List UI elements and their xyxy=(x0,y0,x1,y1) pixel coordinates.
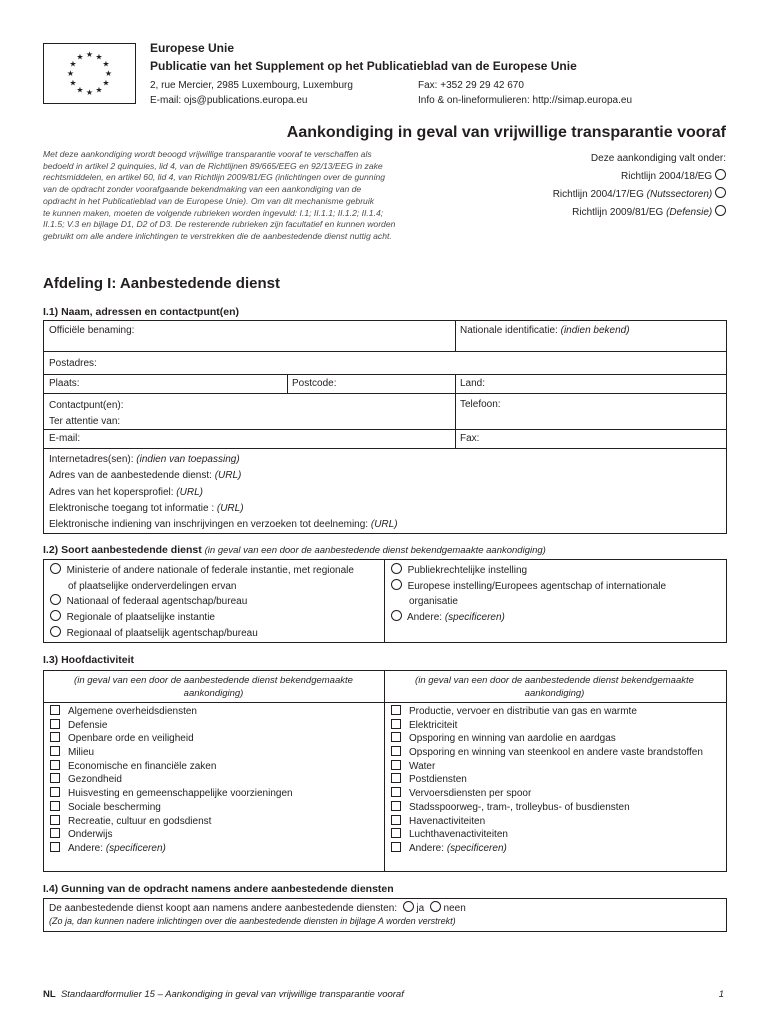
header-info: Info & on-lineformulieren: http://simap.europa.eu xyxy=(418,95,633,106)
radio-button[interactable] xyxy=(50,563,61,574)
internet-label xyxy=(49,452,398,468)
header-fax: Fax: +352 29 29 42 670 xyxy=(418,80,524,91)
activity-urban-transport[interactable] xyxy=(391,801,703,815)
option-label: of plaatselijke onderverdelingen ervan xyxy=(68,580,237,592)
checkbox[interactable] xyxy=(50,746,60,756)
option-national-agency[interactable] xyxy=(50,594,354,610)
radio-button[interactable] xyxy=(50,610,61,621)
radio-yes[interactable] xyxy=(403,901,414,912)
activity-label: Milieu xyxy=(68,747,95,759)
authority-type-left xyxy=(50,563,354,642)
checkbox[interactable] xyxy=(50,787,60,797)
svg-text:★: ★ xyxy=(104,69,113,78)
activity-gas-heat[interactable] xyxy=(391,705,703,719)
checkbox[interactable] xyxy=(50,732,60,742)
url-note: (URL) xyxy=(216,502,244,514)
activity-label: Huisvesting en gemeenschappelijke voorzieningen xyxy=(68,788,293,800)
activity-label: Defensie xyxy=(68,719,108,731)
option-ministry[interactable] xyxy=(50,563,354,579)
directive-2004-17-note: (Nutssectoren) xyxy=(646,189,713,200)
activity-label: Openbare orde en veiligheid xyxy=(68,733,194,745)
svg-text:★: ★ xyxy=(76,85,84,95)
activity-housing[interactable] xyxy=(50,787,293,801)
radio-button[interactable] xyxy=(50,626,61,637)
checkbox[interactable] xyxy=(50,760,60,770)
directive-2009-81[interactable] xyxy=(553,204,726,222)
email-field[interactable]: E-mail: xyxy=(49,433,81,444)
svg-text:★: ★ xyxy=(69,78,77,88)
radio-button[interactable] xyxy=(715,169,726,180)
intro-line: Met deze aankondiging wordt beoogd vrijwillige transparantie vooraf te verschaffen als xyxy=(43,149,372,159)
option-label: Europese instelling/Europees agentschap of internationale xyxy=(407,580,667,592)
checkbox[interactable] xyxy=(50,815,60,825)
activity-note: (specificeren) xyxy=(446,842,507,854)
directive-2004-18[interactable] xyxy=(553,168,726,186)
section-title: Afdeling I: Aanbestedende dienst xyxy=(43,275,280,292)
section-i2-note: (in geval van een door de aanbestedende dienst bekendgemaakte aankondiging) xyxy=(204,545,546,556)
section-i4-title: I.4) Gunning van de opdracht namens andere aanbestedende diensten xyxy=(43,883,394,895)
activity-electricity[interactable] xyxy=(391,719,703,733)
intro-line: II.1.5; V.3 en bijlage D1, D2 of D3. De resterende rubrieken zijn facultatief en kunnen worden xyxy=(43,219,396,230)
activity-recreation[interactable] xyxy=(50,815,293,829)
note-line: aankondiging) xyxy=(524,687,585,699)
checkbox[interactable] xyxy=(391,773,401,783)
directive-2009-81-note: (Defensie) xyxy=(666,207,713,218)
checkbox[interactable] xyxy=(50,773,60,783)
checkbox[interactable] xyxy=(391,842,401,852)
svg-text:★: ★ xyxy=(95,85,103,95)
internet-addresses[interactable] xyxy=(49,452,398,533)
option-label: Ministerie of andere nationale of federale instantie, met regionale xyxy=(66,565,354,576)
no-label: neen xyxy=(443,903,466,914)
radio-button[interactable] xyxy=(715,187,726,198)
directive-2009-81-label: Richtlijn 2009/81/EG xyxy=(572,207,667,218)
activity-label: Algemene overheidsdiensten xyxy=(68,706,197,717)
fax-field[interactable]: Fax: xyxy=(460,433,480,444)
checkbox[interactable] xyxy=(391,732,401,742)
activity-label: Recreatie, cultuur en godsdienst xyxy=(68,815,212,827)
section-i2-title-text: I.2) Soort aanbestedende dienst xyxy=(43,544,205,556)
svg-text:★: ★ xyxy=(66,69,75,78)
activity-water[interactable] xyxy=(391,760,703,774)
activity-note: (specificeren) xyxy=(105,842,166,854)
section-i3-title: I.3) Hoofdactiviteit xyxy=(43,654,135,666)
activity-note-left xyxy=(43,675,384,700)
checkbox[interactable] xyxy=(50,842,60,852)
url-note: (URL) xyxy=(370,519,398,531)
postal-address-field[interactable]: Postadres: xyxy=(49,358,97,369)
header-publication: Publicatie van het Supplement op het Publicatieblad van de Europese Unie xyxy=(150,59,577,73)
option-public-law-body[interactable] xyxy=(391,563,666,579)
directive-2004-17[interactable] xyxy=(553,186,726,204)
radio-button[interactable] xyxy=(391,579,402,590)
activity-label: Luchthavenactiviteiten xyxy=(409,829,508,841)
note-line: (in geval van een door de aanbestedende dienst bekendgemaakte xyxy=(415,675,694,686)
checkbox[interactable] xyxy=(391,746,401,756)
authority-type-right xyxy=(391,563,666,626)
option-other[interactable] xyxy=(391,610,666,626)
activity-general-services[interactable] xyxy=(50,705,293,719)
postcode-field[interactable]: Postcode: xyxy=(292,378,337,389)
phone-field[interactable]: Telefoon: xyxy=(460,399,501,410)
intro-line: bedoeld in artikel 2 quinquies, lid 4, van de Richtlijnen 89/665/EEG en 92/13/EEG in zake xyxy=(43,160,383,171)
svg-text:★: ★ xyxy=(69,59,77,69)
directive-2004-18-label: Richtlijn 2004/18/EG xyxy=(621,171,713,182)
directive-label: Deze aankondiging valt onder: xyxy=(590,153,726,164)
option-label: Publiekrechtelijke instelling xyxy=(407,565,528,576)
option-european-institution[interactable] xyxy=(391,579,666,595)
activity-label: Stadsspoorweg-, tram-, trolleybus- of busdiensten xyxy=(409,801,630,813)
joint-procurement-note: (Zo ja, dan kunnen nadere inlichtingen over die aanbestedende diensten in bijlage A worden verstrekt) xyxy=(49,916,456,926)
svg-text:★: ★ xyxy=(95,52,103,62)
internet-label-text: Internetadres(sen): xyxy=(49,454,137,465)
intro-line: gebruikt om alle andere inlichtingen te verstrekken die de aanbestedende dienst nuttig acht. xyxy=(43,230,392,241)
option-label: Regionale of plaatselijke instantie xyxy=(66,612,215,624)
activity-railway[interactable] xyxy=(391,787,703,801)
activity-label: Onderwijs xyxy=(68,829,113,841)
checkbox[interactable] xyxy=(391,787,401,797)
checkbox[interactable] xyxy=(391,815,401,825)
electronic-submission-field[interactable] xyxy=(49,517,398,533)
activity-label: Water xyxy=(409,760,436,772)
activity-label: Sociale bescherming xyxy=(68,801,161,813)
directive-options xyxy=(553,150,726,222)
contact-point-label: Contactpunt(en): xyxy=(49,400,124,411)
svg-text:★: ★ xyxy=(76,52,84,62)
question-text: De aanbestedende dienst koopt aan namens andere aanbestedende diensten: xyxy=(49,903,398,914)
checkbox[interactable] xyxy=(391,705,401,715)
main-address-label: Adres van de aanbestedende dienst: xyxy=(49,470,215,482)
svg-text:★: ★ xyxy=(102,78,110,88)
activity-public-order[interactable] xyxy=(50,732,293,746)
activity-label: Elektriciteit xyxy=(409,719,458,731)
official-name-field[interactable]: Officiële benaming: xyxy=(49,325,135,336)
activity-defence[interactable] xyxy=(50,719,293,733)
joint-procurement-question xyxy=(49,901,466,915)
checkbox[interactable] xyxy=(391,801,401,811)
intro-line: van de opdracht zonder voorafgaande bekendmaking van een aankondiging van de xyxy=(43,184,362,195)
activity-list-left xyxy=(50,705,293,856)
activity-label: Gezondheid xyxy=(68,774,122,786)
option-note: (specificeren) xyxy=(444,612,505,624)
activity-social[interactable] xyxy=(50,801,293,815)
option-regional-agency[interactable] xyxy=(50,626,354,642)
activity-port[interactable] xyxy=(391,815,703,829)
activity-airport[interactable] xyxy=(391,828,703,842)
intro-line: te kunnen maken, moeten de volgende rubrieken worden ingevuld: I.1; II.1.1; II.1.2; II.1.4; xyxy=(43,207,384,218)
activity-label: Havenactiviteiten xyxy=(409,815,486,827)
eu-stars-icon xyxy=(44,44,135,103)
radio-button[interactable] xyxy=(391,563,402,574)
national-id-note: (indien bekend) xyxy=(560,325,630,336)
footer xyxy=(43,989,404,1000)
electronic-access-field[interactable] xyxy=(49,501,398,517)
footer-text: Standaardformulier 15 – Aankondiging in geval van vrijwillige transparantie vooraf xyxy=(60,989,404,1000)
checkbox[interactable] xyxy=(50,801,60,811)
activity-label: Opsporing en winning van steenkool en andere vaste brandstoffen xyxy=(409,747,703,759)
activity-coal[interactable] xyxy=(391,746,703,760)
header-address: 2, rue Mercier, 2985 Luxembourg, Luxemburg xyxy=(150,80,353,91)
yes-label: ja xyxy=(416,903,425,914)
header-email: E-mail: ojs@publications.europa.eu xyxy=(150,95,308,106)
activity-label: Opsporing en winning van aardolie en aardgas xyxy=(409,733,616,745)
checkbox[interactable] xyxy=(391,719,401,729)
activity-note-right xyxy=(384,675,725,700)
url-note: (URL) xyxy=(176,486,203,498)
activity-oil-gas[interactable] xyxy=(391,732,703,746)
country-field[interactable]: Land: xyxy=(460,378,486,389)
eu-flag-logo xyxy=(43,43,136,104)
activity-education[interactable] xyxy=(50,828,293,842)
contact-point-field[interactable] xyxy=(49,398,124,430)
note-line: aankondiging) xyxy=(183,687,244,699)
page-number: 1 xyxy=(718,989,724,1000)
radio-button[interactable] xyxy=(715,205,726,216)
option-label: Nationaal of federaal agentschap/bureau xyxy=(66,596,248,608)
checkbox[interactable] xyxy=(391,760,401,770)
city-field[interactable]: Plaats: xyxy=(49,378,80,389)
electronic-submission-label: Elektronische indiening van inschrijvingen en verzoeken tot deelneming: xyxy=(49,519,371,531)
activity-economic[interactable] xyxy=(50,760,293,774)
activity-other-left[interactable] xyxy=(50,842,293,856)
national-id-field[interactable] xyxy=(460,324,630,337)
intro-text xyxy=(43,149,463,243)
note-line: (in geval van een door de aanbestedende dienst bekendgemaakte xyxy=(74,675,353,686)
directive-2004-17-label: Richtlijn 2004/17/EG xyxy=(552,189,647,200)
activity-label: Vervoersdiensten per spoor xyxy=(409,788,532,800)
svg-text:★: ★ xyxy=(85,88,94,97)
option-label: organisatie xyxy=(409,596,458,608)
svg-text:★: ★ xyxy=(102,59,110,69)
footer-lang: NL xyxy=(43,989,56,1000)
header-org: Europese Unie xyxy=(150,41,235,55)
checkbox[interactable] xyxy=(50,828,60,838)
activity-health[interactable] xyxy=(50,773,293,787)
url-note: (URL) xyxy=(214,470,242,482)
attention-label: Ter attentie van: xyxy=(49,416,121,427)
checkbox[interactable] xyxy=(50,705,60,715)
main-address-field[interactable] xyxy=(49,468,398,484)
option-regional-authority[interactable] xyxy=(50,610,354,626)
activity-label: Productie, vervoer en distributie van gas en warmte xyxy=(409,706,637,717)
activity-label: Postdiensten xyxy=(409,774,467,786)
radio-button[interactable] xyxy=(391,610,402,621)
electronic-access-label: Elektronische toegang tot informatie : xyxy=(49,502,217,514)
page-title: Aankondiging in geval van vrijwillige transparantie vooraf xyxy=(286,124,726,141)
checkbox[interactable] xyxy=(391,828,401,838)
intro-line: rechtsmiddelen, en artikel 60, lid 4, van Richtlijn 2009/81/EG (inlichtingen over de gunning xyxy=(43,172,386,183)
section-i1-title: I.1) Naam, adressen en contactpunt(en) xyxy=(43,306,240,318)
national-id-label: Nationale identificatie: xyxy=(460,325,561,336)
radio-button[interactable] xyxy=(50,594,61,605)
activity-list-right xyxy=(391,705,703,856)
section-i2-title xyxy=(43,544,546,556)
svg-text:★: ★ xyxy=(85,50,94,59)
activity-postal[interactable] xyxy=(391,773,703,787)
activity-other-right[interactable] xyxy=(391,842,703,856)
option-label: Andere: xyxy=(407,612,445,624)
option-label: Regionaal of plaatselijk agentschap/bureau xyxy=(66,627,258,639)
internet-note: (indien van toepassing) xyxy=(136,454,240,465)
activity-label: Economische en financiële zaken xyxy=(68,760,217,772)
radio-no[interactable] xyxy=(430,901,441,912)
buyer-profile-field[interactable] xyxy=(49,485,398,501)
buyer-profile-label: Adres van het kopersprofiel: xyxy=(49,486,177,498)
activity-label: Andere: xyxy=(409,842,447,854)
activity-label: Andere: xyxy=(68,842,106,854)
intro-line: opdracht in het Publicatieblad van de Europese Unie). Om van dit mechanisme gebruik xyxy=(43,195,375,206)
activity-environment[interactable] xyxy=(50,746,293,760)
checkbox[interactable] xyxy=(50,719,60,729)
